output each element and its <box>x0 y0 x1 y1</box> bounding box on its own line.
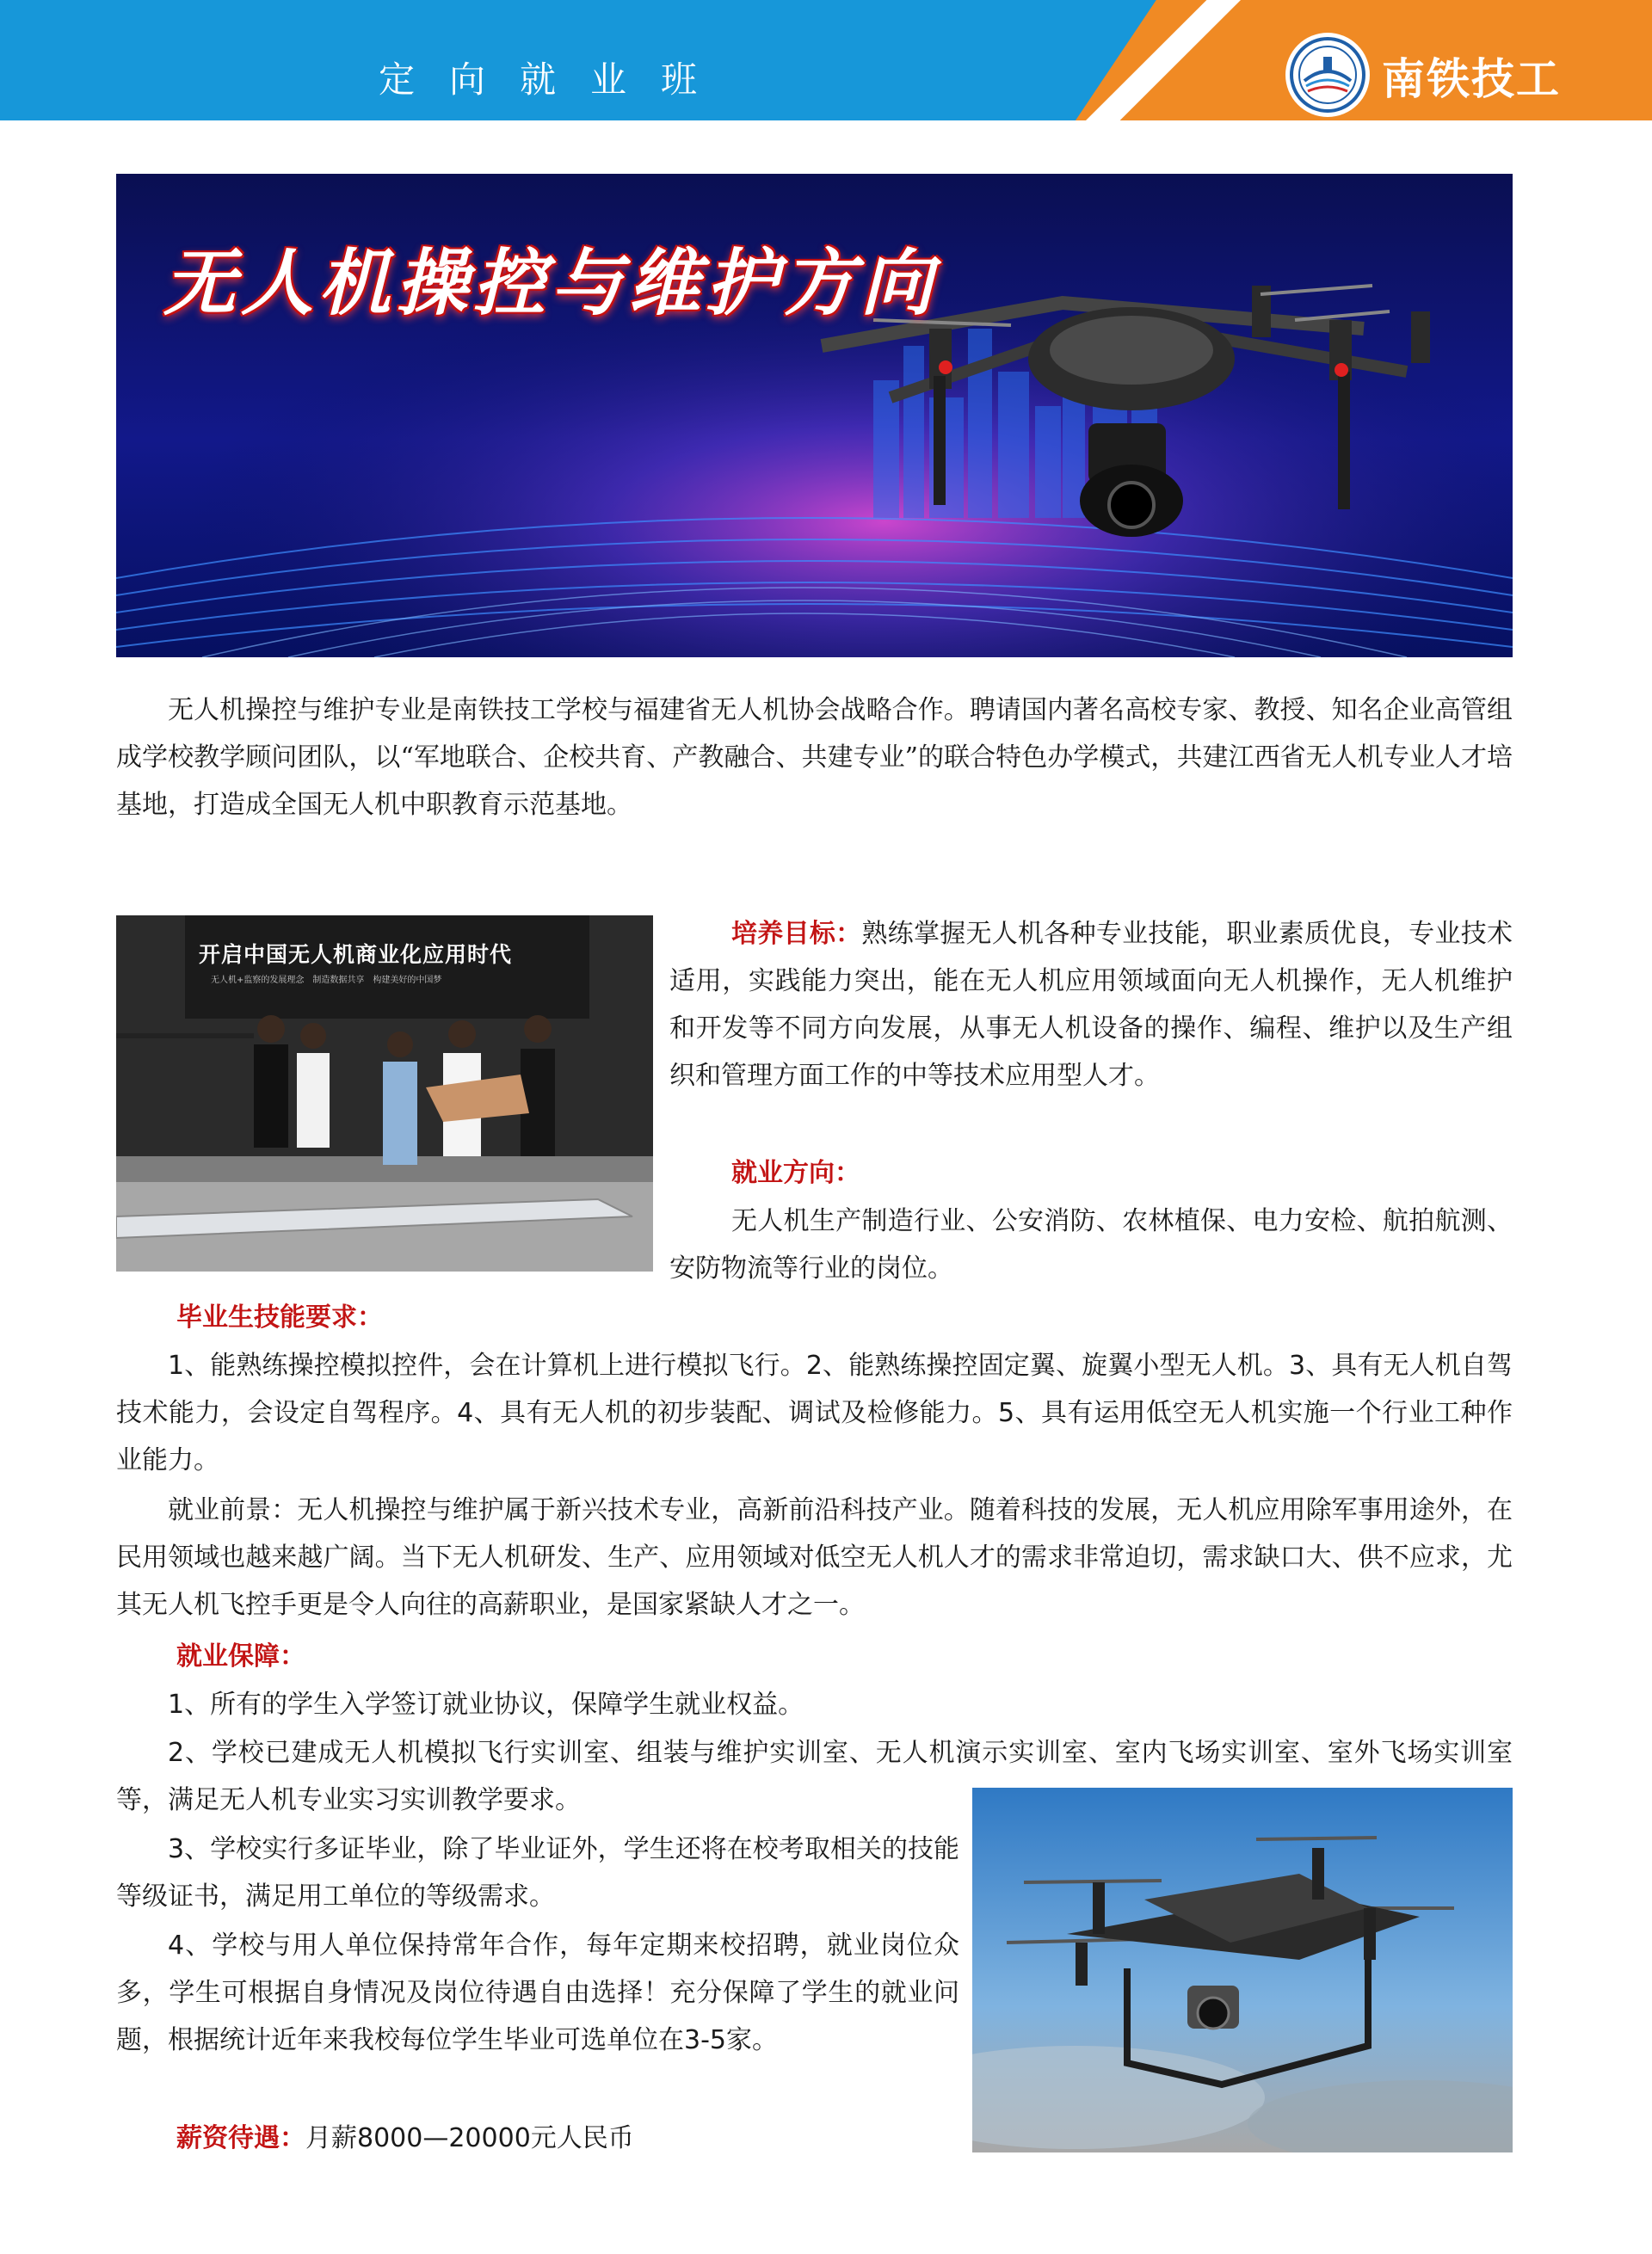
salary-text: 月薪8000—20000元人民币 <box>305 2123 634 2153</box>
guarantee-item: 3、学校实行多证毕业，除了毕业证外，学生还将在校考取相关的技能等级证书，满足用工单位的等级需求。 <box>116 1834 959 1912</box>
guarantee-item: 4、学校与用人单位保持常年合作，每年定期来校招聘，就业岗位众多，学生可根据自身情况及岗位待遇自由选择！充分保障了学生的就业问题，根据统计近年来我校每位学生毕业可选单位在3-5家。 <box>116 1931 959 2055</box>
section-title: 定向就业班 <box>379 59 732 101</box>
training-goal <box>669 910 1513 1099</box>
banner-title: 无人机操控与维护方向 <box>163 241 939 325</box>
salary-label: 薪资待遇： <box>176 2123 305 2153</box>
skills-label-line <box>125 1294 1513 1341</box>
photo-sub-text: 无人机+监察的发展理念 制造数据共享 构建美好的中国梦 <box>211 976 442 985</box>
direction-text: 无人机生产制造行业、公安消防、农林植保、电力安检、航拍航测、安防物流等行业的岗位。 <box>669 1206 1513 1284</box>
photo-banner-text: 开启中国无人机商业化应用时代 <box>199 942 513 967</box>
guarantee-label: 就业保障： <box>176 1641 305 1672</box>
hero-banner <box>116 174 1513 657</box>
training-label: 培养目标： <box>731 919 862 949</box>
direction-label-line <box>669 1149 1513 1197</box>
skills-label: 毕业生技能要求： <box>176 1303 383 1333</box>
intro-paragraph: 无人机操控与维护专业是南铁技工学校与福建省无人机协会战略合作。聘请国内著名高校专家、教授、知名企业高管组成学校教学顾问团队，以“军地联合、企校共育、产教融合、共建专业”的联合特色办学模式，共建江西省无人机专业人才培基地，打造成全国无人机中职教育示范基地。 <box>116 695 1513 820</box>
logo-icon <box>1285 33 1370 117</box>
guarantee-label-line <box>125 1633 1513 1680</box>
prospect-text: 就业前景：无人机操控与维护属于新兴技术专业，高新前沿科技产业。随着科技的发展，无人机应用除军事用途外，在民用领域也越来越广阔。当下无人机研发、生产、应用领域对低空无人机人才的需求非常迫切，需求缺口大、供不应求，尤其无人机飞控手更是令人向往的高薪职业，是国家紧缺人才之一。 <box>116 1495 1513 1620</box>
direction-label: 就业方向： <box>731 1158 860 1188</box>
salary-line <box>125 2115 968 2162</box>
drone-photo <box>972 1788 1513 2152</box>
team-photo <box>116 915 653 1272</box>
school-name: 南铁技工 <box>1382 54 1561 104</box>
training-text: 熟练掌握无人机各种专业技能，职业素质优良，专业技术适用，实践能力突出，能在无人机应用领域面向无人机操作，无人机维护和开发等不同方向发展，从事无人机设备的操作、编程、维护以及生产组织和管理方面工作的中等技术应用型人才。 <box>669 919 1513 1091</box>
guarantee-item: 2、学校已建成无人机模拟飞行实训室、组装与维护实训室、无人机演示实训室、室内飞场实训室、室外飞场实训室等，满足无人机专业实习实训教学要求。 <box>116 1738 1513 1815</box>
skills-text: 1、能熟练操控模拟控件，会在计算机上进行模拟飞行。2、能熟练操控固定翼、旋翼小型无人机。3、具有无人机自驾技术能力，会设定自驾程序。4、具有无人机的初步装配、调试及检修能力。5、具有运用低空无人机实施一个行业工种作业能力。 <box>116 1351 1513 1475</box>
guarantee-item: 1、所有的学生入学签订就业协议，保障学生就业权益。 <box>168 1690 804 1720</box>
